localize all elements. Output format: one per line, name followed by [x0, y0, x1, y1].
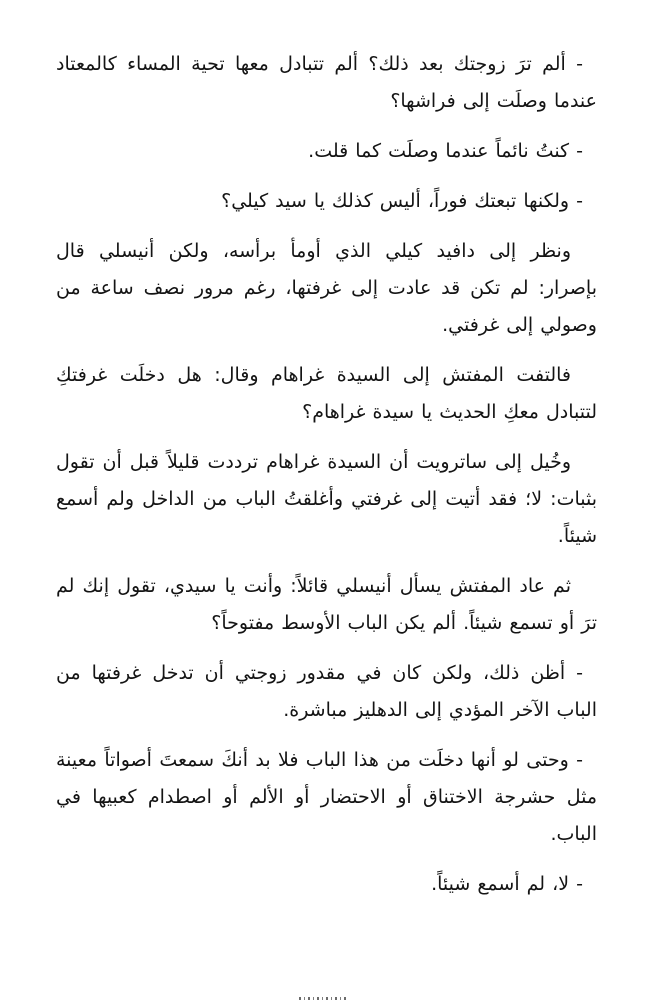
paragraph-narration-3: وخُيل إلى ساترويت أن السيدة غراهام ترددت قليلاً قبل أن تقول بثبات: لا؛ فقد أتيت إلى غرفتي وأغلقتُ الباب من الداخل ولم أسمع شيئاً. [56, 451, 597, 547]
paragraph-narration-4: ثم عاد المفتش يسأل أنيسلي قائلاً: وأنت يا سيدي، تقول إنك لم ترَ أو تسمع شيئاً. ألم يكن الباب الأوسط مفتوحاً؟ [56, 575, 597, 634]
paragraph-dialogue-5: - وحتى لو أنها دخلَت من هذا الباب فلا بد أنكَ سمعتَ أصواتاً معينة مثل حشرجة الاختناق أو الاحتضار أو الألم أو اصطدام كعبيها في الباب. [56, 749, 597, 845]
paragraph-dialogue-2: - كنتُ نائماً عندما وصلَت كما قلت. [308, 140, 583, 162]
paragraph-dialogue-3: - ولكنها تبعتك فوراً، أليس كذلك يا سيد كيلي؟ [221, 190, 583, 212]
paragraph-dialogue-6: - لا، لم أسمع شيئاً. [431, 873, 583, 895]
paragraph-dialogue-4: - أظن ذلك، ولكن كان في مقدور زوجتي أن تدخل غرفتها من الباب الآخر المؤدي إلى الدهليز مباشرة. [56, 662, 597, 721]
paragraph-narration-1: ونظر إلى دافيد كيلي الذي أومأ برأسه، ولكن أنيسلي قال بإصرار: لم تكن قد عادت إلى غرفتها، رغم مرور نصف ساعة من وصولي إلى غرفتي. [56, 240, 597, 336]
paragraph-dialogue-1: - ألم ترَ زوجتك بعد ذلك؟ ألم تتبادل معها تحية المساء كالمعتاد عندما وصلَت إلى فراشها؟ [56, 53, 597, 112]
paragraph-narration-2: فالتفت المفتش إلى السيدة غراهام وقال: هل دخلَت غرفتكِ لتتبادل معكِ الحديث يا سيدة غراهام؟ [56, 364, 597, 423]
